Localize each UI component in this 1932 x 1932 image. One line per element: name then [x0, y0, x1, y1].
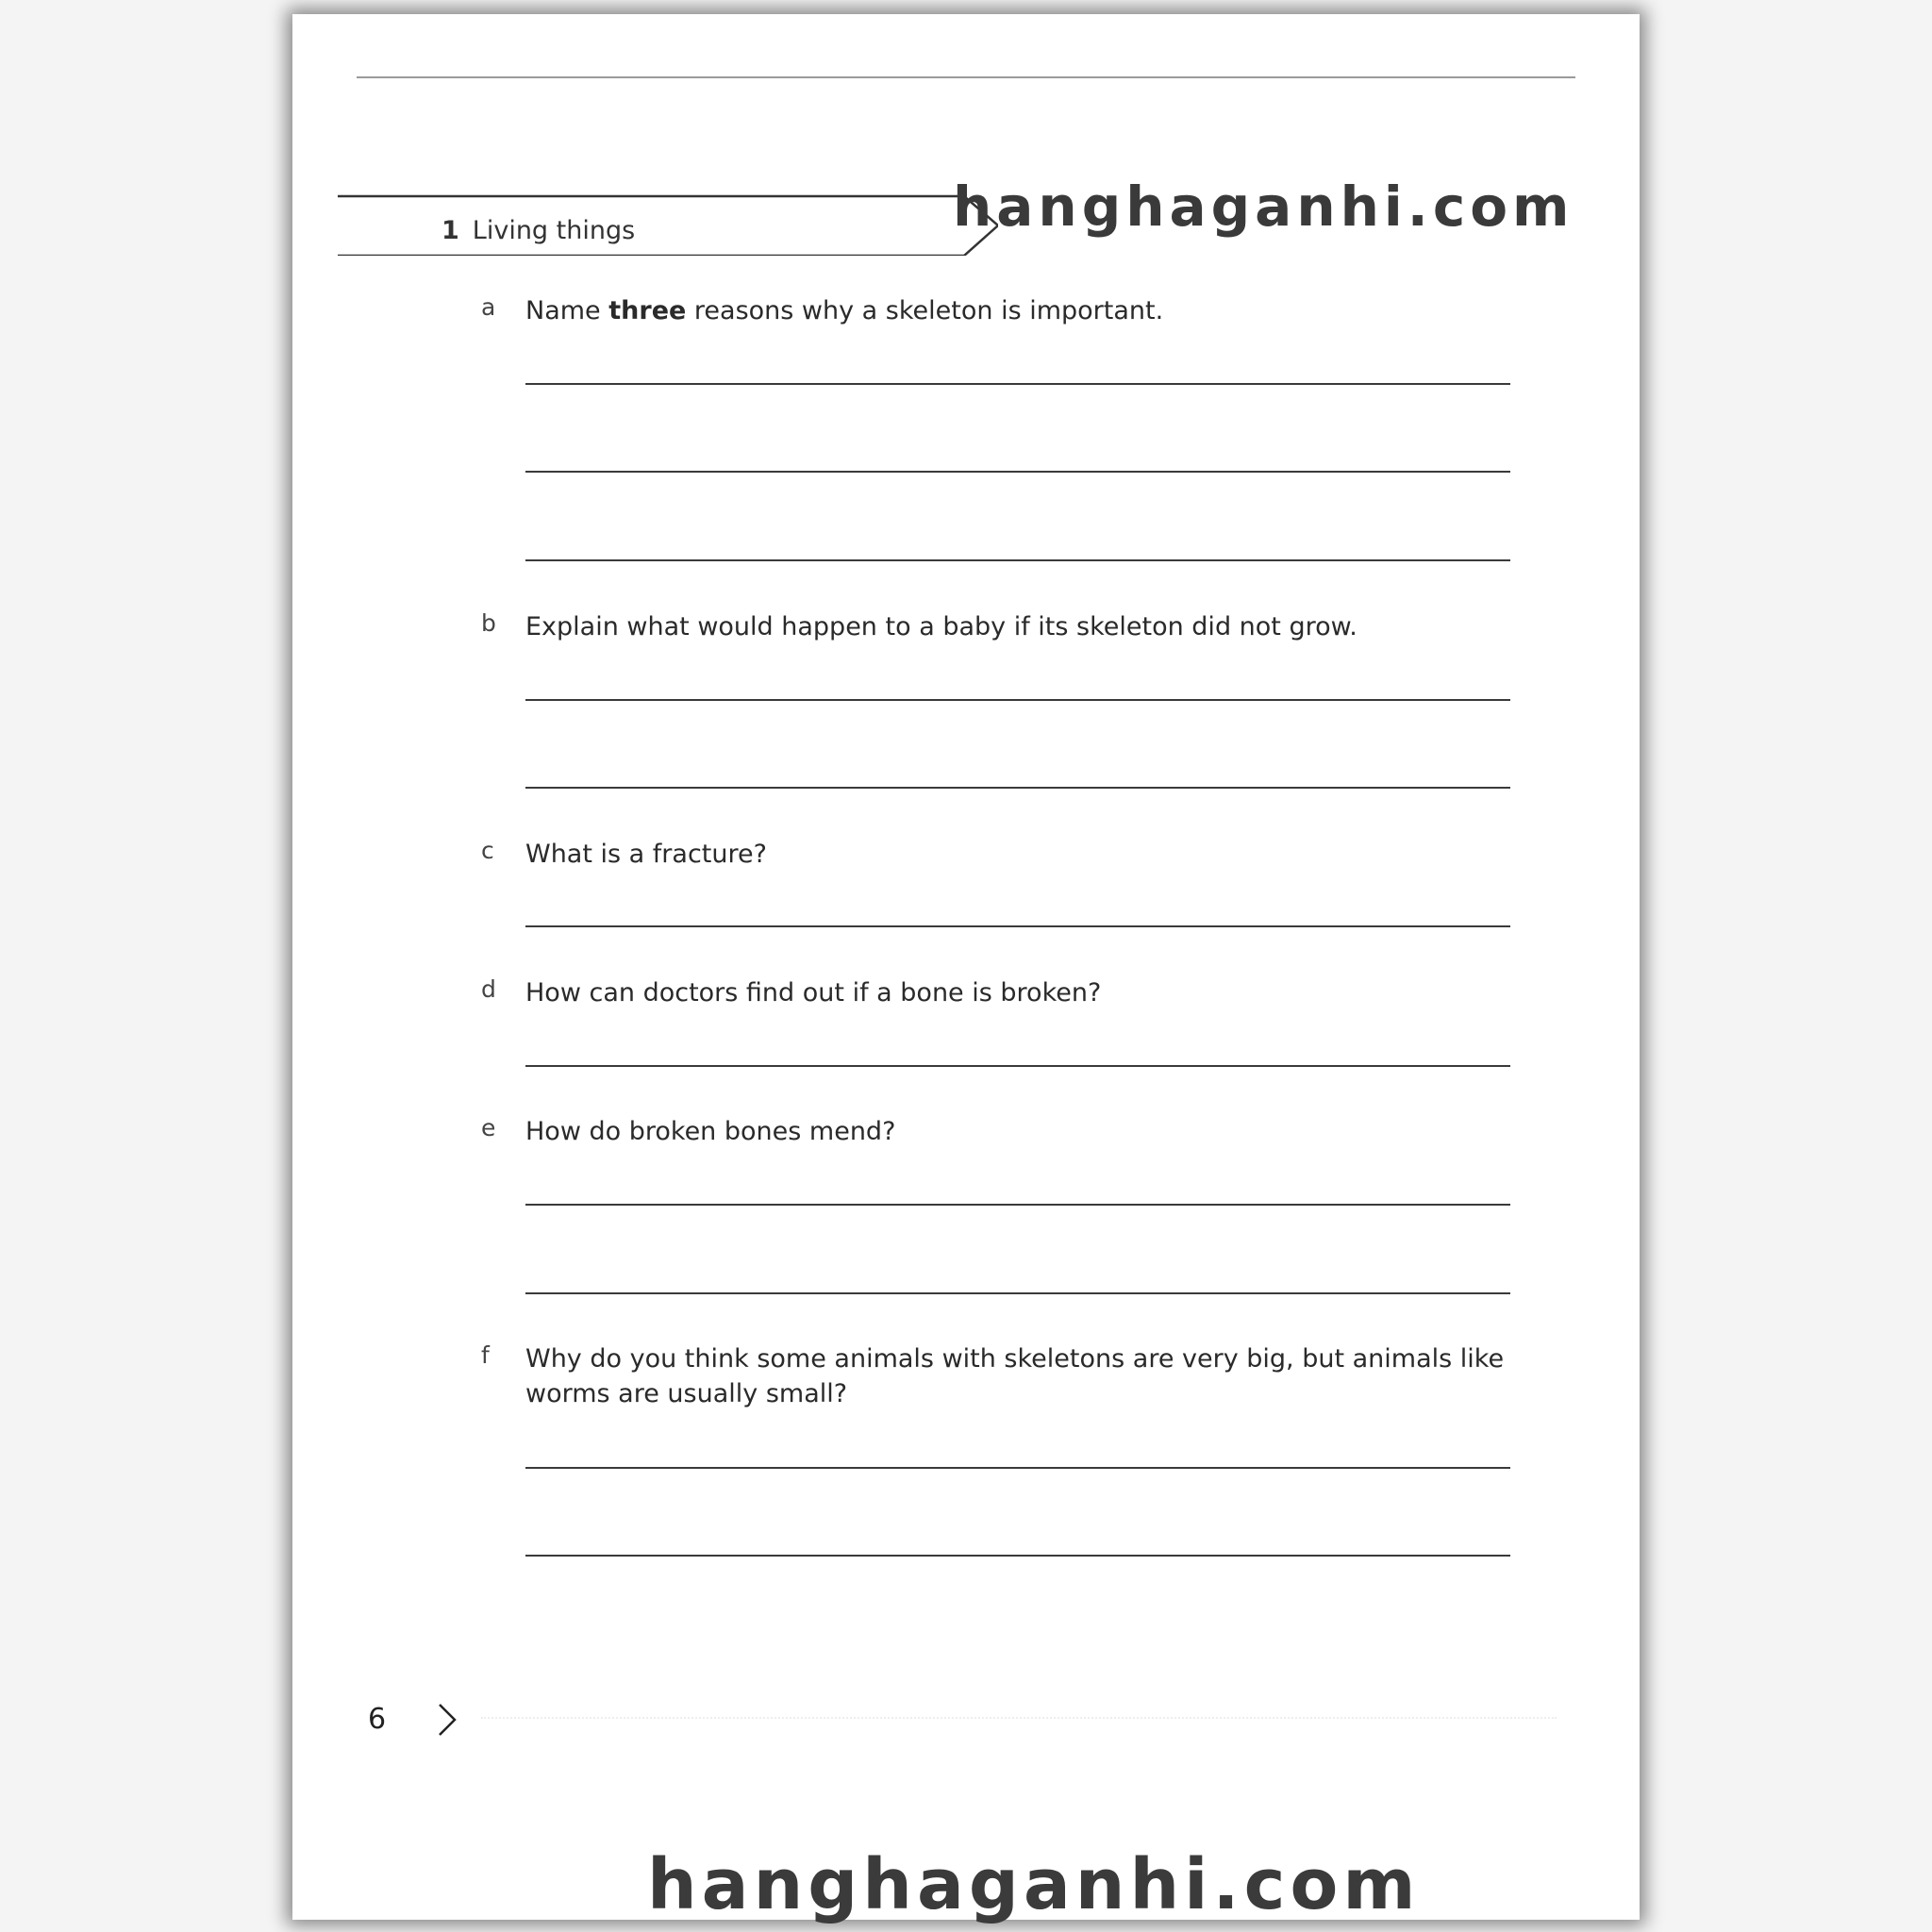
chapter-heading: [441, 216, 635, 245]
question-letter: b: [481, 609, 496, 637]
chapter-tab: [338, 180, 960, 246]
question-text: How can doctors find out if a bone is broken?: [525, 978, 1102, 1008]
answer-line[interactable]: [525, 471, 1510, 473]
watermark-top: hanghaganhi.com: [953, 175, 1574, 239]
question-text-bold: three: [608, 296, 687, 325]
question-letter: c: [481, 837, 494, 864]
answer-line[interactable]: [525, 383, 1510, 385]
chevron-right-icon: [436, 1701, 458, 1742]
top-divider: [357, 76, 1575, 78]
question-text: How do broken bones mend?: [525, 1117, 896, 1146]
question-text: Explain what would happen to a baby if its skeleton did not grow.: [525, 612, 1357, 641]
question-text-part: reasons why a skeleton is important.: [686, 296, 1164, 325]
question-letter: e: [481, 1114, 496, 1141]
chapter-title: Living things: [472, 216, 636, 245]
question-text: Why do you think some animals with skeletons are very big, but animals like worms are usually small?: [525, 1344, 1505, 1408]
question-text: What is a fracture?: [525, 840, 767, 869]
chapter-number: 1: [441, 216, 459, 245]
worksheet-page: [292, 14, 1640, 1925]
answer-line[interactable]: [525, 1555, 1510, 1557]
watermark-bottom: hanghaganhi.com: [647, 1844, 1421, 1925]
question-text: [525, 293, 1507, 328]
answer-line[interactable]: [525, 925, 1510, 927]
question-letter: a: [481, 293, 496, 321]
question-text-part: Name: [525, 296, 609, 325]
answer-line[interactable]: [525, 1292, 1510, 1294]
answer-line[interactable]: [525, 559, 1510, 561]
page-number: 6: [368, 1703, 387, 1736]
question-letter: f: [481, 1341, 490, 1369]
answer-line[interactable]: [525, 1065, 1510, 1067]
answer-line[interactable]: [525, 787, 1510, 789]
answer-line[interactable]: [525, 1467, 1510, 1469]
answer-line[interactable]: [525, 699, 1510, 701]
footer-divider: [481, 1717, 1557, 1719]
question-letter: d: [481, 975, 496, 1003]
answer-line[interactable]: [525, 1204, 1510, 1206]
